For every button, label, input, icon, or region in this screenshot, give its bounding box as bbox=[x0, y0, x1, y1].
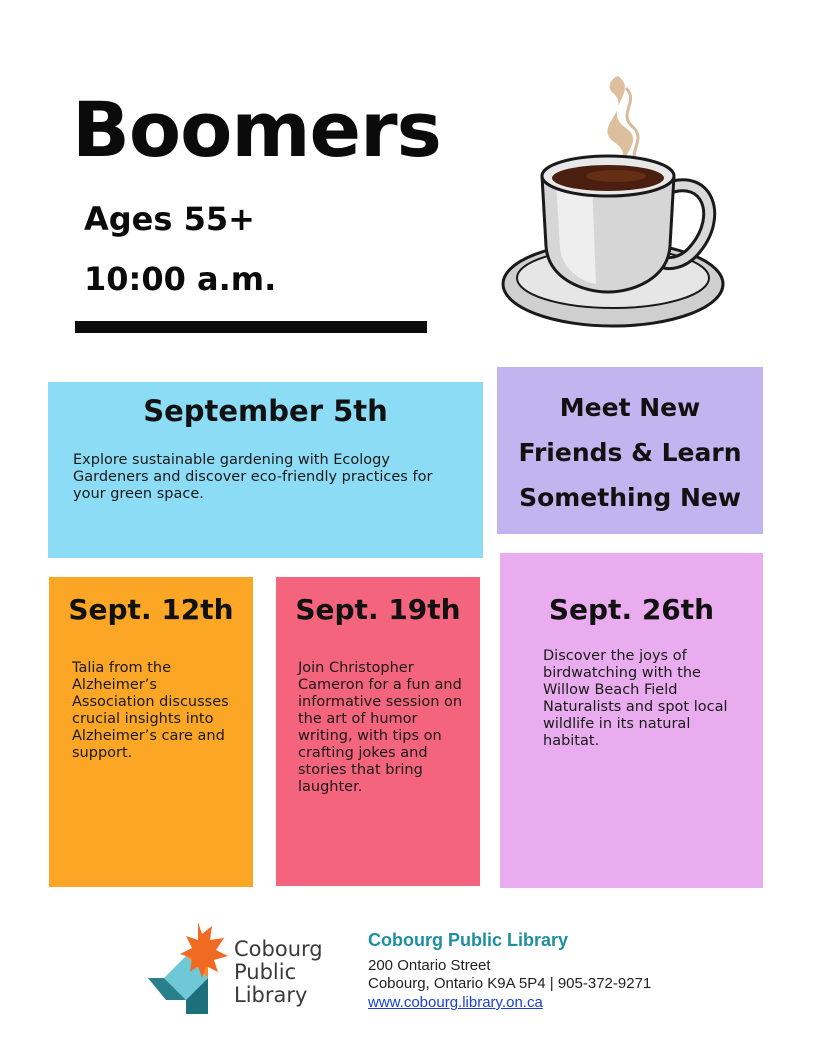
event-card-sept-12 bbox=[49, 577, 253, 887]
event-description: Talia from the Alzheimer’s Association discusses crucial insights into Alzheimer’s care and support. bbox=[72, 659, 229, 761]
street-address: 200 Ontario Street bbox=[368, 957, 491, 974]
tagline-line-2: Friends & Learn bbox=[518, 438, 742, 467]
event-date: Sept. 12th bbox=[68, 593, 234, 626]
event-description: Join Christopher Cameron for a fun and informative session on the art of humor writing, with tips on crafting jokes and stories that bring laughter. bbox=[298, 659, 463, 795]
tagline-card bbox=[497, 367, 763, 534]
event-description: Explore sustainable gardening with Ecology Gardeners and discover eco-friendly practices for your green space. bbox=[73, 451, 433, 502]
logo-line-1: Cobourg bbox=[234, 937, 323, 961]
time-label: 10:00 a.m. bbox=[84, 260, 277, 298]
event-date: September 5th bbox=[143, 394, 388, 428]
logo-line-3: Library bbox=[234, 983, 308, 1007]
event-card-sept-26 bbox=[500, 553, 763, 888]
page-title: Boomers bbox=[72, 85, 441, 174]
event-date: Sept. 26th bbox=[548, 593, 715, 626]
tagline-line-3: Something New bbox=[519, 483, 741, 512]
logo-line-2: Public bbox=[234, 960, 297, 984]
coffee-cup-icon bbox=[500, 70, 730, 332]
library-name: Cobourg Public Library bbox=[368, 930, 569, 950]
event-card-sept-19 bbox=[276, 577, 480, 886]
event-card-sept-5 bbox=[48, 382, 483, 558]
header-divider bbox=[75, 321, 427, 333]
logo-wordmark bbox=[234, 938, 323, 1007]
tagline-line-1: Meet New bbox=[559, 393, 701, 422]
city-phone: Cobourg, Ontario K9A 5P4 | 905-372-9271 bbox=[368, 975, 652, 992]
event-date: Sept. 19th bbox=[295, 593, 461, 626]
website-link[interactable]: www.cobourg.library.on.ca bbox=[368, 994, 543, 1011]
ages-label: Ages 55+ bbox=[84, 200, 255, 238]
event-description: Discover the joys of birdwatching with the Willow Beach Field Naturalists and spot local wildlife in its natural habitat. bbox=[543, 647, 728, 749]
cobourg-library-logo-icon bbox=[146, 918, 236, 1018]
